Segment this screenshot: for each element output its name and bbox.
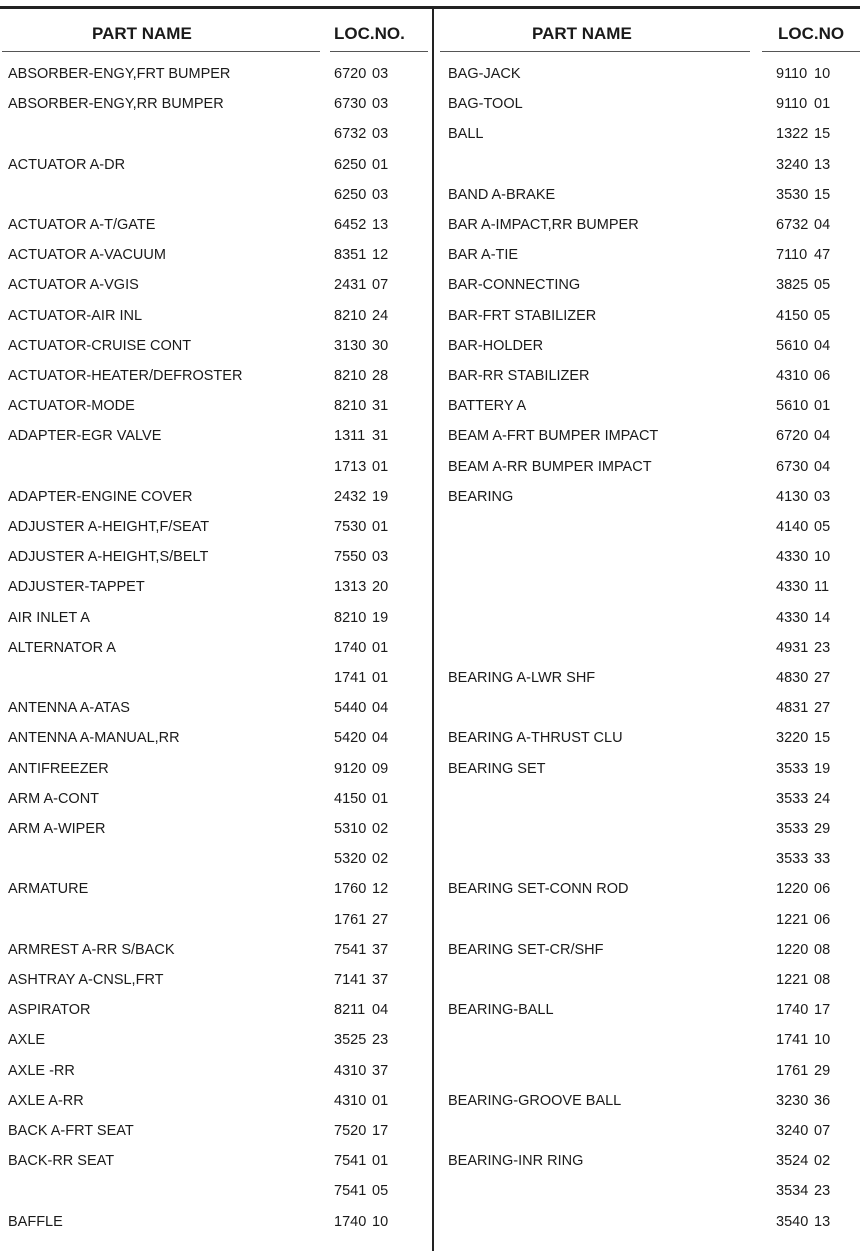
loc-group-code: 6250 xyxy=(334,186,367,203)
loc-item-code: 09 xyxy=(372,760,389,777)
loc-group-code: 6720 xyxy=(334,66,367,82)
loc-group-code: 4310 xyxy=(334,1062,367,1079)
loc-item-code: 20 xyxy=(372,579,389,596)
loc-group-code: 5610 xyxy=(776,337,809,354)
table-row xyxy=(0,1087,860,1115)
loc-group-code: 1740 xyxy=(334,639,367,656)
loc-no xyxy=(776,1177,836,1205)
table-row xyxy=(0,362,860,390)
header-underline xyxy=(762,51,860,52)
loc-no xyxy=(776,513,836,541)
loc-group-code: 7541 xyxy=(334,1183,367,1200)
loc-group-code: 1741 xyxy=(776,1032,809,1049)
loc-group-code: 4310 xyxy=(776,368,809,384)
part-name: ANTIFREEZER xyxy=(8,760,109,777)
part-name: BAR-FRT STABILIZER xyxy=(448,307,597,324)
loc-no xyxy=(776,60,836,88)
loc-no xyxy=(776,90,836,118)
loc-item-code: 04 xyxy=(372,1002,389,1019)
part-name: ANTENNA A-ATAS xyxy=(8,700,130,717)
loc-item-code: 01 xyxy=(372,1092,389,1109)
loc-group-code: 7110 xyxy=(776,247,808,264)
loc-group-code: 4310 xyxy=(334,1092,367,1109)
loc-item-code: 15 xyxy=(814,186,831,203)
loc-item-code: 28 xyxy=(372,368,389,384)
loc-group-code: 3230 xyxy=(776,1092,809,1109)
loc-no xyxy=(776,724,836,752)
loc-group-code: 5610 xyxy=(776,398,809,415)
loc-item-code: 47 xyxy=(814,247,831,264)
loc-item-code: 17 xyxy=(372,1123,389,1139)
part-name: AIR INLET A xyxy=(8,609,90,626)
loc-no xyxy=(776,1208,836,1236)
loc-item-code: 27 xyxy=(372,911,389,928)
loc-group-code: 2431 xyxy=(334,277,367,294)
loc-item-code: 01 xyxy=(814,398,831,415)
top-rule xyxy=(0,6,860,9)
header-underline xyxy=(330,51,428,52)
table-row xyxy=(0,543,860,571)
loc-group-code: 3533 xyxy=(776,851,809,868)
loc-item-code: 14 xyxy=(814,609,831,626)
table-row xyxy=(0,120,860,148)
loc-item-code: 23 xyxy=(814,639,831,656)
loc-group-code: 5310 xyxy=(334,821,367,837)
part-name: BEARING-BALL xyxy=(448,1002,554,1019)
loc-item-code: 12 xyxy=(372,881,389,898)
loc-group-code: 7550 xyxy=(334,549,367,566)
part-name: BAR A-TIE xyxy=(448,247,519,264)
loc-group-code: 3240 xyxy=(776,1123,809,1139)
loc-item-code: 05 xyxy=(814,277,831,294)
table-row xyxy=(0,755,860,783)
loc-item-code: 01 xyxy=(814,96,831,113)
loc-no xyxy=(776,785,836,813)
part-name: ACTUATOR A-DR xyxy=(8,156,126,173)
part-name: ACTUATOR A-VGIS xyxy=(8,277,139,294)
part-name: AXLE -RR xyxy=(8,1062,75,1079)
loc-item-code: 08 xyxy=(814,972,831,988)
part-name: BAG-TOOL xyxy=(448,96,523,113)
loc-item-code: 13 xyxy=(814,1213,831,1230)
loc-group-code: 6732 xyxy=(776,217,809,233)
table-row xyxy=(0,815,860,843)
loc-group-code: 9110 xyxy=(776,66,808,82)
loc-item-code: 03 xyxy=(372,186,389,203)
loc-item-code: 23 xyxy=(372,1032,389,1049)
loc-no xyxy=(776,906,836,934)
loc-item-code: 24 xyxy=(814,790,831,807)
loc-item-code: 02 xyxy=(372,851,389,868)
part-name: BAND A-BRAKE xyxy=(448,186,556,203)
part-name: BACK A-FRT SEAT xyxy=(8,1123,134,1139)
loc-no xyxy=(776,815,836,843)
part-name: BALL xyxy=(448,126,484,143)
table-row xyxy=(0,785,860,813)
table-row xyxy=(0,241,860,269)
loc-group-code: 1740 xyxy=(334,1213,367,1230)
part-name: BEARING SET-CR/SHF xyxy=(448,941,604,958)
part-name: ASHTRAY A-CNSL,FRT xyxy=(8,972,164,988)
loc-no xyxy=(776,845,836,873)
header-underline xyxy=(2,51,320,52)
loc-item-code: 04 xyxy=(372,730,389,747)
loc-no xyxy=(776,755,836,783)
part-name: ACTUATOR-CRUISE CONT xyxy=(8,337,192,354)
header-underline xyxy=(440,51,750,52)
loc-group-code: 7530 xyxy=(334,519,367,535)
loc-group-code: 1221 xyxy=(776,911,809,928)
loc-item-code: 27 xyxy=(814,700,831,717)
table-row xyxy=(0,1057,860,1085)
loc-group-code: 1761 xyxy=(334,911,367,928)
loc-item-code: 10 xyxy=(814,549,831,566)
loc-no xyxy=(776,211,836,239)
loc-item-code: 27 xyxy=(814,670,831,686)
part-name: BEARING A-LWR SHF xyxy=(448,670,596,686)
loc-no xyxy=(776,483,836,511)
table-row xyxy=(0,875,860,903)
part-name: ACTUATOR-AIR INL xyxy=(8,307,143,324)
loc-item-code: 10 xyxy=(814,1032,831,1049)
table-row xyxy=(0,996,860,1024)
loc-no xyxy=(776,181,836,209)
loc-item-code: 31 xyxy=(372,428,389,445)
table-row xyxy=(0,211,860,239)
part-name: ADJUSTER-TAPPET xyxy=(8,579,145,596)
loc-group-code: 6720 xyxy=(776,428,809,445)
loc-group-code: 2432 xyxy=(334,488,367,505)
loc-item-code: 19 xyxy=(372,488,389,505)
loc-group-code: 4931 xyxy=(776,639,809,656)
loc-group-code: 6452 xyxy=(334,217,367,233)
table-row xyxy=(0,90,860,118)
loc-no xyxy=(776,996,836,1024)
loc-item-code: 04 xyxy=(372,700,389,717)
loc-no xyxy=(776,1087,836,1115)
loc-no xyxy=(776,936,836,964)
table-row xyxy=(0,936,860,964)
loc-no xyxy=(776,875,836,903)
table-row xyxy=(0,1117,860,1145)
part-name: BEAM A-RR BUMPER IMPACT xyxy=(448,458,652,475)
loc-no xyxy=(776,392,836,420)
table-row xyxy=(0,513,860,541)
table-row xyxy=(0,392,860,420)
loc-group-code: 3240 xyxy=(776,156,809,173)
part-name: BAR-RR STABILIZER xyxy=(448,368,590,384)
part-name: ACTUATOR-HEATER/DEFROSTER xyxy=(8,368,243,384)
loc-item-code: 06 xyxy=(814,911,831,928)
loc-group-code: 5420 xyxy=(334,730,367,747)
loc-group-code: 8210 xyxy=(334,307,367,324)
part-name: ARM A-WIPER xyxy=(8,821,106,837)
loc-no xyxy=(776,241,836,269)
part-name: ANTENNA A-MANUAL,RR xyxy=(8,730,180,747)
loc-no xyxy=(776,151,836,179)
loc-group-code: 3533 xyxy=(776,790,809,807)
part-name: ADAPTER-EGR VALVE xyxy=(8,428,162,445)
loc-item-code: 05 xyxy=(814,307,831,324)
part-name: ARMATURE xyxy=(8,881,89,898)
loc-item-code: 04 xyxy=(814,337,831,354)
part-name: BAG-JACK xyxy=(448,66,521,82)
table-row xyxy=(0,302,860,330)
loc-item-code: 33 xyxy=(814,851,831,868)
part-name: ACTUATOR A-VACUUM xyxy=(8,247,166,264)
part-name: ADAPTER-ENGINE COVER xyxy=(8,488,193,505)
part-name: ARM A-CONT xyxy=(8,790,100,807)
loc-group-code: 8351 xyxy=(334,247,367,264)
loc-group-code: 3540 xyxy=(776,1213,809,1230)
table-row xyxy=(0,332,860,360)
part-name: AXLE xyxy=(8,1032,46,1049)
loc-item-code: 15 xyxy=(814,126,831,143)
loc-group-code: 6730 xyxy=(776,458,809,475)
loc-group-code: 3525 xyxy=(334,1032,367,1049)
table-row xyxy=(0,60,860,88)
loc-no xyxy=(776,694,836,722)
loc-item-code: 29 xyxy=(814,1062,831,1079)
left-part-name-header: PART NAME xyxy=(92,24,192,43)
right-part-name-header: PART NAME xyxy=(532,24,632,43)
loc-group-code: 4830 xyxy=(776,670,809,686)
loc-no xyxy=(776,634,836,662)
loc-item-code: 06 xyxy=(814,368,831,384)
loc-group-code: 1713 xyxy=(334,458,367,475)
loc-item-code: 02 xyxy=(814,1153,831,1170)
table-row xyxy=(0,271,860,299)
loc-no xyxy=(776,573,836,601)
part-name: BACK-RR SEAT xyxy=(8,1153,115,1170)
part-name: BAR-HOLDER xyxy=(448,337,544,354)
loc-item-code: 37 xyxy=(372,1062,389,1079)
loc-group-code: 3533 xyxy=(776,821,809,837)
table-row xyxy=(0,181,860,209)
loc-item-code: 15 xyxy=(814,730,831,747)
table-row xyxy=(0,1026,860,1054)
loc-group-code: 3825 xyxy=(776,277,809,294)
loc-group-code: 8210 xyxy=(334,398,367,415)
loc-item-code: 30 xyxy=(372,337,389,354)
table-row xyxy=(0,453,860,481)
loc-no xyxy=(776,664,836,692)
loc-item-code: 01 xyxy=(372,670,389,686)
part-name: ARMREST A-RR S/BACK xyxy=(8,941,175,958)
loc-no xyxy=(776,543,836,571)
loc-group-code: 3220 xyxy=(776,730,809,747)
loc-item-code: 01 xyxy=(372,519,389,535)
part-name: BAR-CONNECTING xyxy=(448,277,581,294)
part-name: ACTUATOR-MODE xyxy=(8,398,135,415)
right-loc-no-header: LOC.NO xyxy=(778,24,845,43)
loc-group-code: 1761 xyxy=(776,1062,809,1079)
table-row xyxy=(0,1147,860,1175)
part-name: ACTUATOR A-T/GATE xyxy=(8,217,156,233)
loc-no xyxy=(776,1026,836,1054)
loc-group-code: 4130 xyxy=(776,488,809,505)
loc-group-code: 1740 xyxy=(776,1002,809,1019)
left-loc-no-header: LOC.NO. xyxy=(334,24,405,43)
table-row xyxy=(0,724,860,752)
table-row xyxy=(0,483,860,511)
part-name: ABSORBER-ENGY,RR BUMPER xyxy=(8,96,224,113)
loc-item-code: 03 xyxy=(372,96,389,113)
loc-group-code: 1220 xyxy=(776,881,809,898)
part-name: BEARING xyxy=(448,488,514,505)
loc-item-code: 01 xyxy=(372,639,389,656)
loc-item-code: 03 xyxy=(372,549,389,566)
loc-item-code: 02 xyxy=(372,821,389,837)
loc-group-code: 1322 xyxy=(776,126,809,143)
loc-item-code: 03 xyxy=(372,126,389,143)
loc-item-code: 05 xyxy=(372,1183,389,1200)
loc-group-code: 8210 xyxy=(334,609,367,626)
loc-item-code: 03 xyxy=(814,488,831,505)
loc-group-code: 8211 xyxy=(334,1002,366,1019)
loc-no xyxy=(776,453,836,481)
loc-item-code: 37 xyxy=(372,941,389,958)
loc-item-code: 19 xyxy=(814,760,831,777)
loc-group-code: 6250 xyxy=(334,156,367,173)
loc-item-code: 36 xyxy=(814,1092,831,1109)
table-row xyxy=(0,1208,860,1236)
loc-item-code: 08 xyxy=(814,941,831,958)
loc-group-code: 4330 xyxy=(776,609,809,626)
loc-item-code: 04 xyxy=(814,217,831,233)
loc-item-code: 13 xyxy=(814,156,831,173)
loc-item-code: 37 xyxy=(372,972,389,988)
loc-no xyxy=(776,422,836,450)
loc-group-code: 8210 xyxy=(334,368,367,384)
loc-item-code: 05 xyxy=(814,519,831,535)
loc-group-code: 4150 xyxy=(776,307,809,324)
loc-group-code: 5320 xyxy=(334,851,367,868)
part-name: BAR A-IMPACT,RR BUMPER xyxy=(448,217,639,233)
loc-no xyxy=(776,1117,836,1145)
loc-no xyxy=(776,1057,836,1085)
loc-group-code: 7541 xyxy=(334,941,367,958)
loc-group-code: 7541 xyxy=(334,1153,367,1170)
part-name: ADJUSTER A-HEIGHT,F/SEAT xyxy=(8,519,210,535)
loc-group-code: 4831 xyxy=(776,700,809,717)
part-name: BEARING-INR RING xyxy=(448,1153,584,1170)
loc-item-code: 04 xyxy=(814,428,831,445)
loc-group-code: 6730 xyxy=(334,96,367,113)
part-name: BEARING-GROOVE BALL xyxy=(448,1092,622,1109)
table-row xyxy=(0,966,860,994)
loc-group-code: 3524 xyxy=(776,1153,809,1170)
loc-item-code: 01 xyxy=(372,156,389,173)
loc-no xyxy=(776,302,836,330)
loc-item-code: 04 xyxy=(814,458,831,475)
part-name: ASPIRATOR xyxy=(8,1002,91,1019)
loc-group-code: 3533 xyxy=(776,760,809,777)
loc-group-code: 3534 xyxy=(776,1183,809,1200)
loc-item-code: 13 xyxy=(372,217,389,233)
loc-group-code: 1760 xyxy=(334,881,367,898)
loc-group-code: 9110 xyxy=(776,96,808,113)
loc-group-code: 4150 xyxy=(334,790,367,807)
loc-item-code: 31 xyxy=(372,398,389,415)
part-name: BAFFLE xyxy=(8,1213,63,1230)
loc-group-code: 1741 xyxy=(334,670,367,686)
loc-item-code: 10 xyxy=(814,66,831,82)
loc-item-code: 12 xyxy=(372,247,389,264)
part-name: BATTERY A xyxy=(448,398,527,415)
loc-group-code: 4140 xyxy=(776,519,809,535)
part-name: BEAM A-FRT BUMPER IMPACT xyxy=(448,428,659,445)
loc-no xyxy=(776,604,836,632)
table-row xyxy=(0,422,860,450)
loc-item-code: 06 xyxy=(814,881,831,898)
loc-item-code: 07 xyxy=(814,1123,831,1139)
loc-group-code: 6732 xyxy=(334,126,367,143)
loc-no xyxy=(776,120,836,148)
loc-group-code: 1311 xyxy=(334,428,366,445)
part-name: BEARING SET-CONN ROD xyxy=(448,881,629,898)
loc-group-code: 7141 xyxy=(334,972,367,988)
loc-group-code: 4330 xyxy=(776,549,809,566)
loc-item-code: 07 xyxy=(372,277,389,294)
table-row xyxy=(0,845,860,873)
table-row xyxy=(0,664,860,692)
loc-group-code: 9120 xyxy=(334,760,367,777)
loc-no xyxy=(776,332,836,360)
loc-no xyxy=(776,271,836,299)
loc-item-code: 29 xyxy=(814,821,831,837)
table-row xyxy=(0,694,860,722)
loc-item-code: 19 xyxy=(372,609,389,626)
loc-group-code: 1313 xyxy=(334,579,367,596)
loc-item-code: 01 xyxy=(372,790,389,807)
loc-group-code: 4330 xyxy=(776,579,809,596)
loc-item-code: 01 xyxy=(372,458,389,475)
loc-group-code: 3530 xyxy=(776,186,809,203)
loc-item-code: 24 xyxy=(372,307,389,324)
loc-group-code: 5440 xyxy=(334,700,367,717)
loc-group-code: 7520 xyxy=(334,1123,367,1139)
loc-item-code: 17 xyxy=(814,1002,831,1019)
part-name: ABSORBER-ENGY,FRT BUMPER xyxy=(8,66,231,82)
loc-no xyxy=(776,362,836,390)
table-row xyxy=(0,573,860,601)
loc-group-code: 3130 xyxy=(334,337,367,354)
part-name: ALTERNATOR A xyxy=(8,639,116,656)
loc-item-code: 10 xyxy=(372,1213,389,1230)
loc-item-code: 01 xyxy=(372,1153,389,1170)
table-row xyxy=(0,604,860,632)
loc-group-code: 1220 xyxy=(776,941,809,958)
table-row xyxy=(0,1177,860,1205)
loc-no xyxy=(776,966,836,994)
loc-no xyxy=(776,1147,836,1175)
loc-item-code: 03 xyxy=(372,66,389,82)
part-name: AXLE A-RR xyxy=(8,1092,84,1109)
loc-item-code: 23 xyxy=(814,1183,831,1200)
part-name: ADJUSTER A-HEIGHT,S/BELT xyxy=(8,549,209,566)
table-row xyxy=(0,151,860,179)
loc-group-code: 1221 xyxy=(776,972,809,988)
table-row xyxy=(0,634,860,662)
table-row xyxy=(0,906,860,934)
loc-item-code: 11 xyxy=(814,579,830,596)
part-name: BEARING SET xyxy=(448,760,546,777)
part-name: BEARING A-THRUST CLU xyxy=(448,730,623,747)
